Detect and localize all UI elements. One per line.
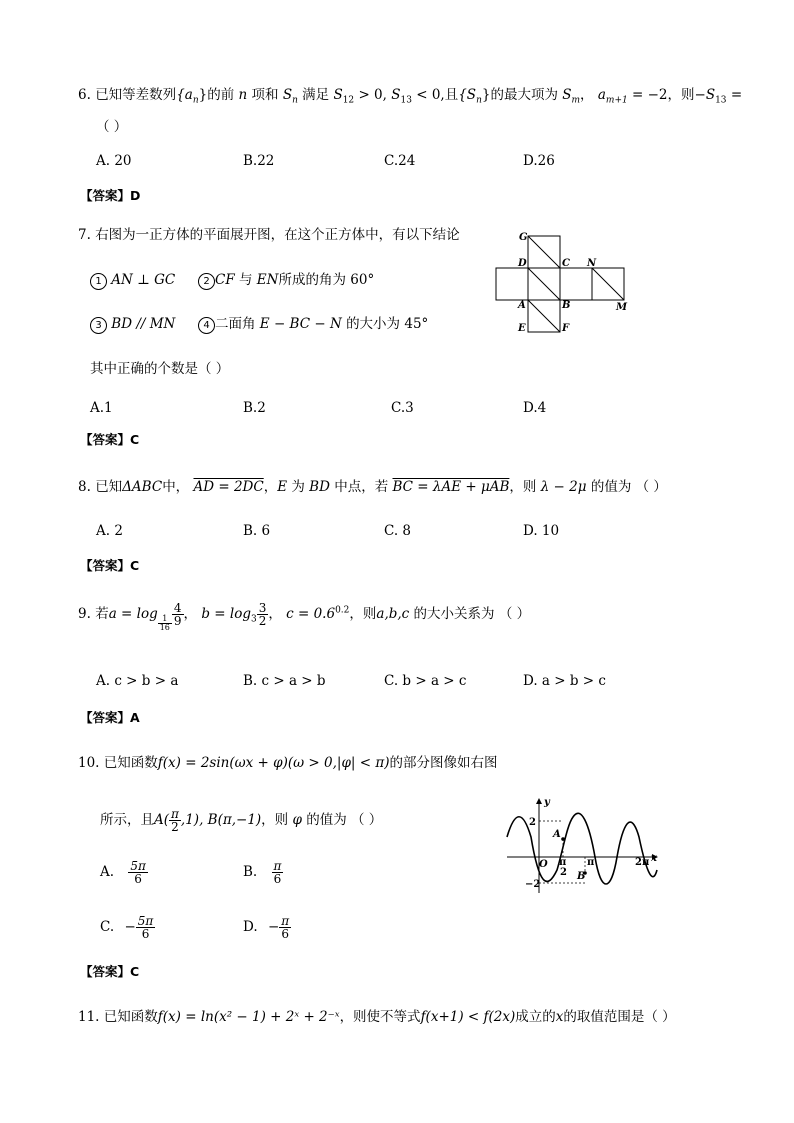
- q6-stem: 6. 已知等差数列$\{a_n\}$的前 n 项和 $S_n$ 满足 $S_{12} > 0$, $S_{13} < 0$,且$\{S_n\}$的最大项为 $S_m$， $a_{m+1} = -2$，则$-S_{13}$ =: [78, 87, 743, 106]
- label-C: C: [562, 258, 570, 269]
- svg-text:−2: −2: [525, 879, 541, 890]
- q9-option-b: B. c > a > b: [243, 673, 326, 689]
- label-F: F: [562, 323, 570, 334]
- q10-option-b: B. $\frac{\pi}{6}$: [243, 859, 282, 886]
- label-M: M: [616, 302, 628, 313]
- q7-stem: 7. 右图为一正方体的平面展开图，在这个正方体中，有以下结论: [78, 227, 460, 243]
- svg-text:B: B: [577, 871, 586, 882]
- q6-option-d: D.26: [523, 153, 555, 169]
- q8-option-a: A. 2: [96, 523, 123, 539]
- q10-option-c: C. − $\frac{5\pi}{6}$: [100, 914, 154, 941]
- svg-text:x: x: [651, 853, 657, 864]
- q6-paren: （ ）: [96, 119, 128, 135]
- svg-text:π: π: [559, 857, 567, 868]
- q9-option-a: A. c > b > a: [96, 673, 179, 689]
- svg-text:y: y: [544, 797, 550, 808]
- q7-statement-2: 2 CF 与 EN所成的角为 60°: [198, 273, 374, 290]
- svg-text:π: π: [587, 857, 595, 868]
- q9-stem: 9. 若a = log $\frac{1}{16}$ $\frac{4}{9}$ ， $b = \log_3$ $\frac{3}{2}$ ， $c = 0.6^{0.2}$，则a,b,c 的大小关系为 （ ）: [78, 601, 531, 632]
- q7-option-c: C.3: [391, 400, 414, 416]
- q7-option-d: D.4: [523, 400, 547, 416]
- q8-stem: 8. 已知ΔABC中， AD = 2DC，E 为 BD 中点，若 BC = λAE + μAB，则 λ − 2μ 的值为 （ ）: [78, 479, 667, 495]
- q10-option-d: D. − $\frac{\pi}{6}$: [243, 914, 290, 941]
- q6-option-a: A. 20: [96, 153, 132, 169]
- label-G: G: [519, 232, 528, 243]
- svg-text:A: A: [553, 829, 561, 840]
- q10-stem: 10. 已知函数f(x) = 2sin(ωx + φ)(ω > 0,|φ| < π)的部分图像如右图: [78, 755, 498, 771]
- q10-answer: 【答案】C: [80, 964, 140, 979]
- svg-text:2: 2: [560, 867, 567, 878]
- label-A: A: [518, 300, 526, 311]
- q8-option-b: B. 6: [243, 523, 271, 539]
- q9-option-c: C. b > a > c: [384, 673, 467, 689]
- q6-option-b: B.22: [243, 153, 275, 169]
- q8-option-c: C. 8: [384, 523, 412, 539]
- svg-text:2: 2: [529, 817, 536, 828]
- q7-answer: 【答案】C: [80, 432, 140, 447]
- q7-statement-4: 4 二面角 E − BC − N 的大小为 45°: [198, 317, 428, 334]
- q6-answer: 【答案】D: [80, 188, 141, 203]
- label-N: N: [587, 258, 597, 269]
- q6-option-c: C.24: [384, 153, 416, 169]
- q7-statement-1: 1 AN ⊥ GC: [90, 273, 175, 290]
- point-A: [561, 837, 565, 841]
- svg-text:O: O: [539, 859, 548, 870]
- q7-statement-3: 3 BD // MN: [90, 317, 175, 334]
- q8-option-d: D. 10: [523, 523, 560, 539]
- label-E: E: [518, 323, 526, 334]
- q7-option-a: A.1: [90, 400, 113, 416]
- cube-net-figure: [494, 228, 634, 336]
- q7-question: 其中正确的个数是（ ）: [90, 361, 230, 377]
- svg-text:2π: 2π: [635, 857, 650, 868]
- q10-line2: 所示，且A( $\frac{\pi}{2}$ ,1), B(π,−1)，则 φ 的值为 （ ）: [100, 807, 383, 834]
- q9-option-d: D. a > b > c: [523, 673, 606, 689]
- sine-graph-figure: [505, 795, 665, 895]
- q7-option-b: B.2: [243, 400, 266, 416]
- q10-option-a: A. $\frac{5\pi}{6}$: [100, 859, 146, 886]
- label-D: D: [518, 258, 527, 269]
- label-B: B: [562, 300, 571, 311]
- q11-stem: 11. 已知函数f(x) = ln(x² − 1) + 2ˣ + 2⁻ˣ，则使不等式f(x+1) < f(2x)成立的x的取值范围是（ ）: [78, 1009, 676, 1025]
- q9-answer: 【答案】A: [80, 710, 140, 725]
- q8-answer: 【答案】C: [80, 558, 140, 573]
